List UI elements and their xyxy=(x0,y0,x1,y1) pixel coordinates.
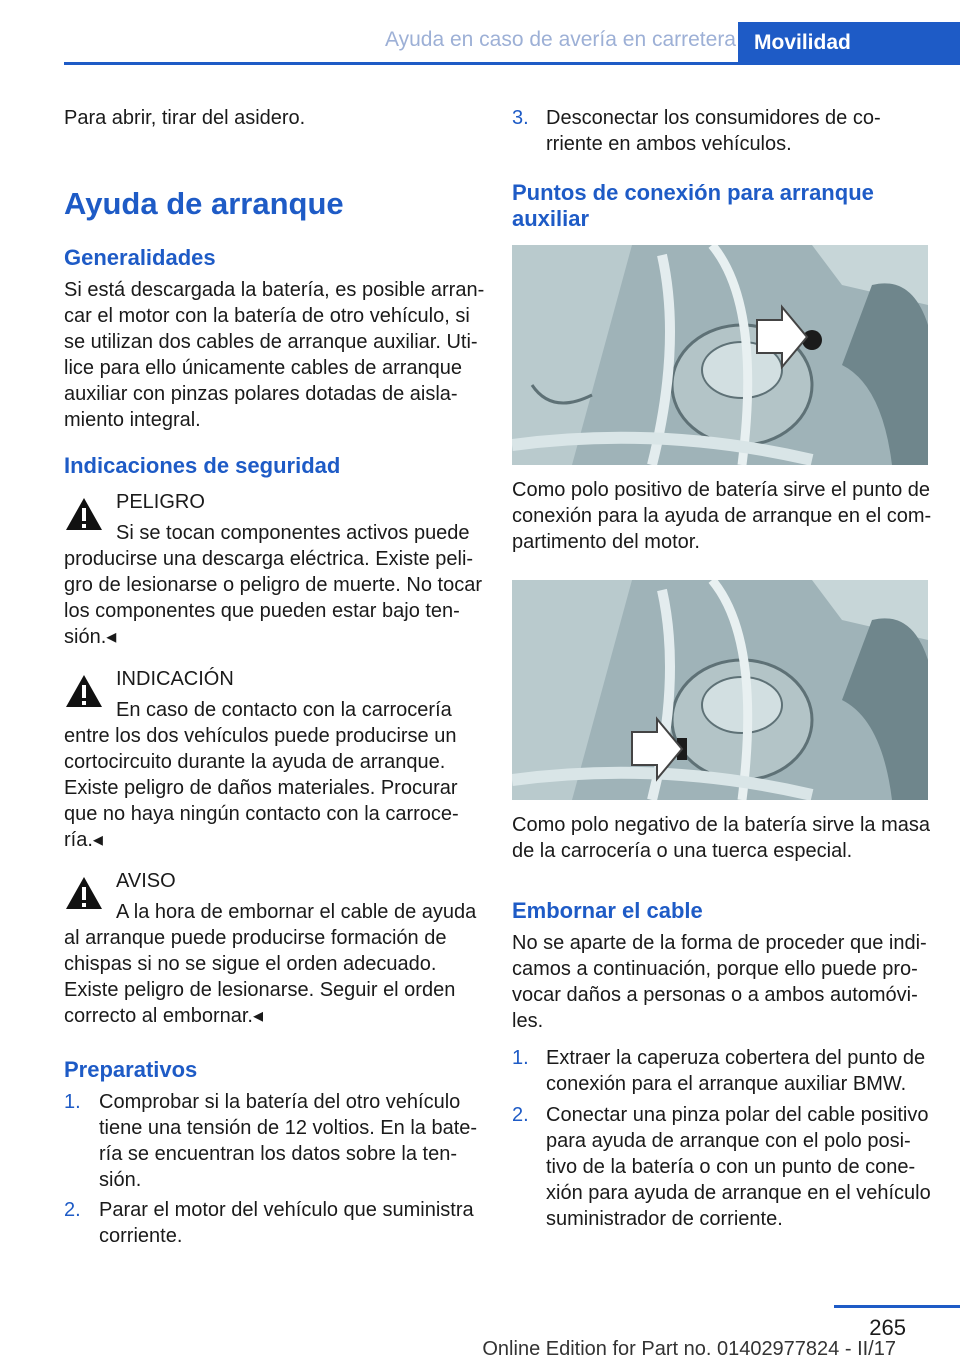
text-line: suministrador de corriente. xyxy=(546,1208,783,1230)
engine-bay-negative-photo xyxy=(512,580,928,800)
text-line: producirse una descarga eléctrica. Existe peli‐ xyxy=(64,548,474,570)
text-line: En caso de contacto con la carrocería xyxy=(116,699,452,721)
text-line: xión para ayuda de arranque en el vehículo xyxy=(546,1182,931,1204)
text-line: tivo de la batería o con un punto de cone‐ xyxy=(546,1156,916,1178)
caption-positive xyxy=(512,477,931,555)
page-number: 265 xyxy=(869,1315,906,1340)
page-title: Ayuda de arranque xyxy=(64,186,344,221)
text-line: Parar el motor del vehículo que suministra xyxy=(99,1199,474,1221)
general-heading: Generalidades xyxy=(64,245,216,270)
connect-cable-heading: Embornar el cable xyxy=(512,898,703,923)
warning-title: INDICACIÓN xyxy=(116,668,234,690)
text-line: cortocircuito durante la ayuda de arranque. xyxy=(64,751,446,773)
text-line: correcto al embornar.◂ xyxy=(64,1005,264,1027)
header-rule xyxy=(64,62,960,65)
engine-bay-positive-photo xyxy=(512,245,928,465)
safety-heading: Indicaciones de seguridad xyxy=(64,453,341,478)
list-number: 2. xyxy=(512,1104,529,1126)
text-line: Extraer la caperuza cobertera del punto de xyxy=(546,1047,926,1069)
connect-text xyxy=(512,930,927,1034)
general-text xyxy=(64,277,484,433)
list-item xyxy=(546,1102,931,1232)
text-line: conexión para el arranque auxiliar BMW. xyxy=(546,1073,907,1095)
text-line: car el motor con la batería de otro vehículo, si xyxy=(64,305,470,327)
text-line: chispas si no se sigue el orden adecuado. xyxy=(64,953,437,975)
text-line: vocar daños a personas o a ambos automóvi‐ xyxy=(512,984,918,1006)
footer-rule xyxy=(834,1305,960,1308)
text-line: auxiliar con pinzas polares dotadas de aisla‐ xyxy=(64,383,458,405)
text-line: miento integral. xyxy=(64,409,201,431)
text-line: No se aparte de la forma de proceder que indi‐ xyxy=(512,932,927,954)
list-number: 1. xyxy=(512,1047,529,1069)
list-item xyxy=(99,1089,477,1193)
intro-text: Para abrir, tirar del asidero. xyxy=(64,107,306,129)
text-line: corriente. xyxy=(99,1225,183,1247)
text-line: Si se tocan componentes activos puede xyxy=(116,522,470,544)
text-line: les. xyxy=(512,1010,544,1032)
text-line: de la carrocería o una tuerca especial. xyxy=(512,840,853,862)
warning-title: AVISO xyxy=(116,870,176,892)
text-line: partimento del motor. xyxy=(512,531,700,553)
text-line: Desconectar los consumidores de co‐ xyxy=(546,107,881,129)
list-item xyxy=(546,1045,925,1097)
text-line: camos a continuación, porque ello puede pro‐ xyxy=(512,958,918,980)
text-line: ría se encuentran los datos sobre la ten‐ xyxy=(99,1143,457,1165)
text-line: que no haya ningún contacto con la carroce‐ xyxy=(64,803,459,825)
list-number: 3. xyxy=(512,107,529,129)
text-line: Conectar una pinza polar del cable positivo xyxy=(546,1104,929,1126)
text-line: al arranque puede producirse formación de xyxy=(64,927,447,949)
text-line: para ayuda de arranque con el polo posi‐ xyxy=(546,1130,911,1152)
list-item xyxy=(99,1197,474,1249)
warning-text xyxy=(64,899,484,1029)
list-number: 2. xyxy=(64,1199,81,1221)
warning-title: PELIGRO xyxy=(116,491,205,513)
text-line: A la hora de embornar el cable de ayuda xyxy=(116,901,477,923)
preparations-heading: Preparativos xyxy=(64,1057,198,1082)
heading-line: Puntos de conexión para arranque xyxy=(512,180,874,205)
caption-negative xyxy=(512,812,930,864)
warning-text xyxy=(64,697,484,853)
text-line: gro de lesionarse o peligro de muerte. No tocar xyxy=(64,574,483,596)
connection-points-heading xyxy=(512,180,874,232)
text-line: Si está descargada la batería, es posible arran‐ xyxy=(64,279,485,301)
text-line: Comprobar si la batería del otro vehículo xyxy=(99,1091,461,1113)
list-item xyxy=(546,105,881,157)
text-line: sión. xyxy=(99,1169,142,1191)
text-line: tiene una tensión de 12 voltios. En la bate‐ xyxy=(99,1117,478,1139)
text-line: Como polo positivo de batería sirve el punto de xyxy=(512,479,931,501)
list-number: 1. xyxy=(64,1091,81,1113)
warning-text xyxy=(64,520,484,650)
text-line: ría.◂ xyxy=(64,829,103,851)
text-line: rriente en ambos vehículos. xyxy=(546,133,792,155)
header-section-title: Ayuda en caso de avería en carretera xyxy=(384,28,736,51)
text-line: entre los dos vehículos puede producirse un xyxy=(64,725,457,747)
text-line: se utilizan dos cables de arranque auxiliar. Uti‐ xyxy=(64,331,478,353)
text-line: Existe peligro de lesionarse. Seguir el orden xyxy=(64,979,456,1001)
edition-footer: Online Edition for Part no. 01402977824 - II/17 xyxy=(482,1338,896,1360)
text-line: Existe peligro de daños materiales. Procurar xyxy=(64,777,458,799)
text-line: conexión para la ayuda de arranque en el com‐ xyxy=(512,505,932,527)
text-line: Como polo negativo de la batería sirve la masa xyxy=(512,814,931,836)
text-line: sión.◂ xyxy=(64,626,117,648)
header-chapter-tab: Movilidad xyxy=(738,22,960,63)
text-line: los componentes que pueden estar bajo ten‐ xyxy=(64,600,460,622)
heading-line: auxiliar xyxy=(512,206,590,231)
text-line: lice para ello únicamente cables de arranque xyxy=(64,357,463,379)
